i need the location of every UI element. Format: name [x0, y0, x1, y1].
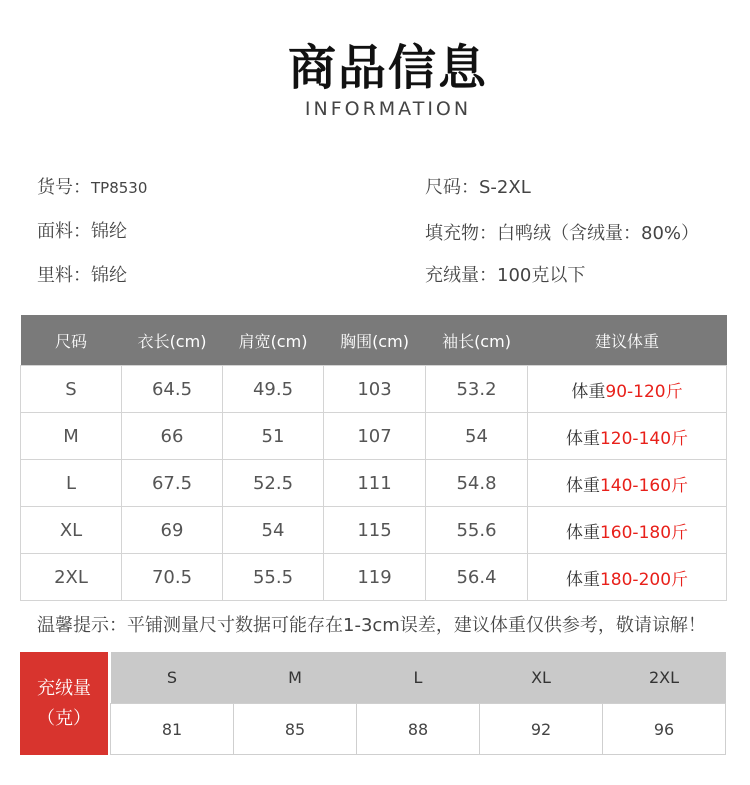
cell-chest: 111 — [324, 460, 426, 507]
weight-label: 体重 — [565, 428, 600, 449]
col-header-weight: 建议体重 — [528, 315, 727, 366]
cell-weight — [528, 507, 727, 554]
cell-shoulder: 52.5 — [223, 460, 324, 507]
cell-length: 67.5 — [122, 460, 223, 507]
info-value: 白鸭绒（含绒量：80%） — [497, 223, 700, 244]
cell-size: 2XL — [21, 554, 122, 601]
cell-shoulder: 54 — [223, 507, 324, 554]
info-value: 锦纶 — [91, 221, 127, 242]
cell-chest: 103 — [324, 366, 426, 413]
cell-weight — [528, 554, 727, 601]
cell-length: 66 — [122, 413, 223, 460]
info-item-no — [37, 176, 147, 200]
page-subtitle: INFORMATION — [304, 98, 472, 120]
fill-value-cell: 88 — [357, 704, 480, 755]
cell-shoulder: 55.5 — [223, 554, 324, 601]
info-size-range — [425, 176, 531, 200]
info-filling — [425, 222, 699, 246]
info-value: TP8530 — [91, 179, 148, 197]
fill-value-row — [111, 704, 726, 755]
col-header-chest: 胸围(cm) — [324, 315, 426, 366]
cell-length: 70.5 — [122, 554, 223, 601]
weight-label: 体重 — [571, 381, 606, 402]
fill-value-cell: 81 — [111, 704, 234, 755]
cell-shoulder: 49.5 — [223, 366, 324, 413]
fill-size-header: XL — [480, 652, 603, 704]
col-header-sleeve: 袖长(cm) — [426, 315, 528, 366]
info-value: 锦纶 — [91, 265, 127, 286]
info-label: 尺码： — [425, 177, 479, 198]
fill-size-header: S — [111, 652, 234, 704]
weight-range: 90-120斤 — [605, 381, 683, 402]
info-value: S-2XL — [479, 177, 531, 198]
cell-chest: 107 — [324, 413, 426, 460]
cell-sleeve: 55.6 — [426, 507, 528, 554]
col-header-length: 衣长(cm) — [122, 315, 223, 366]
table-row — [21, 460, 727, 507]
cell-chest: 115 — [324, 507, 426, 554]
fill-amount-label-cell — [20, 652, 108, 755]
fill-header-row — [111, 652, 726, 704]
info-fill-amount — [425, 264, 585, 288]
cell-sleeve: 54.8 — [426, 460, 528, 507]
cell-weight — [528, 366, 727, 413]
table-row — [21, 507, 727, 554]
cell-length: 64.5 — [122, 366, 223, 413]
fill-amount-label: 充绒量 — [37, 677, 91, 699]
info-label: 填充物： — [425, 223, 497, 244]
info-label: 充绒量： — [425, 265, 497, 286]
info-label: 货号： — [37, 177, 91, 198]
measurement-note: 温馨提示：平铺测量尺寸数据可能存在1-3cm误差，建议体重仅供参考，敬请谅解！ — [37, 615, 706, 636]
fill-value-cell: 85 — [234, 704, 357, 755]
cell-sleeve: 53.2 — [426, 366, 528, 413]
weight-range: 120-140斤 — [599, 428, 689, 449]
info-label: 面料： — [37, 221, 91, 242]
cell-sleeve: 56.4 — [426, 554, 528, 601]
cell-weight — [528, 413, 727, 460]
cell-size: S — [21, 366, 122, 413]
weight-label: 体重 — [565, 522, 600, 543]
weight-range: 180-200斤 — [599, 569, 689, 590]
weight-label: 体重 — [565, 569, 600, 590]
table-row — [21, 366, 727, 413]
weight-range: 140-160斤 — [599, 475, 689, 496]
cell-shoulder: 51 — [223, 413, 324, 460]
table-header-row — [21, 315, 727, 366]
fill-size-header: M — [234, 652, 357, 704]
info-value: 100克以下 — [497, 265, 586, 286]
info-lining — [37, 264, 127, 288]
cell-chest: 119 — [324, 554, 426, 601]
table-row — [21, 413, 727, 460]
weight-label: 体重 — [565, 475, 600, 496]
page-title: 商品信息 — [287, 40, 488, 96]
table-row — [21, 554, 727, 601]
info-label: 里料： — [37, 265, 91, 286]
fill-amount-unit: （克） — [37, 707, 91, 729]
cell-size: XL — [21, 507, 122, 554]
cell-weight — [528, 460, 727, 507]
info-fabric — [37, 220, 127, 244]
col-header-shoulder: 肩宽(cm) — [223, 315, 324, 366]
size-chart-table — [20, 315, 727, 601]
cell-sleeve: 54 — [426, 413, 528, 460]
weight-range: 160-180斤 — [599, 522, 689, 543]
fill-size-header: 2XL — [603, 652, 726, 704]
fill-amount-table — [110, 652, 726, 755]
fill-value-cell: 92 — [480, 704, 603, 755]
fill-value-cell: 96 — [603, 704, 726, 755]
cell-length: 69 — [122, 507, 223, 554]
fill-size-header: L — [357, 652, 480, 704]
cell-size: L — [21, 460, 122, 507]
col-header-size: 尺码 — [21, 315, 122, 366]
cell-size: M — [21, 413, 122, 460]
